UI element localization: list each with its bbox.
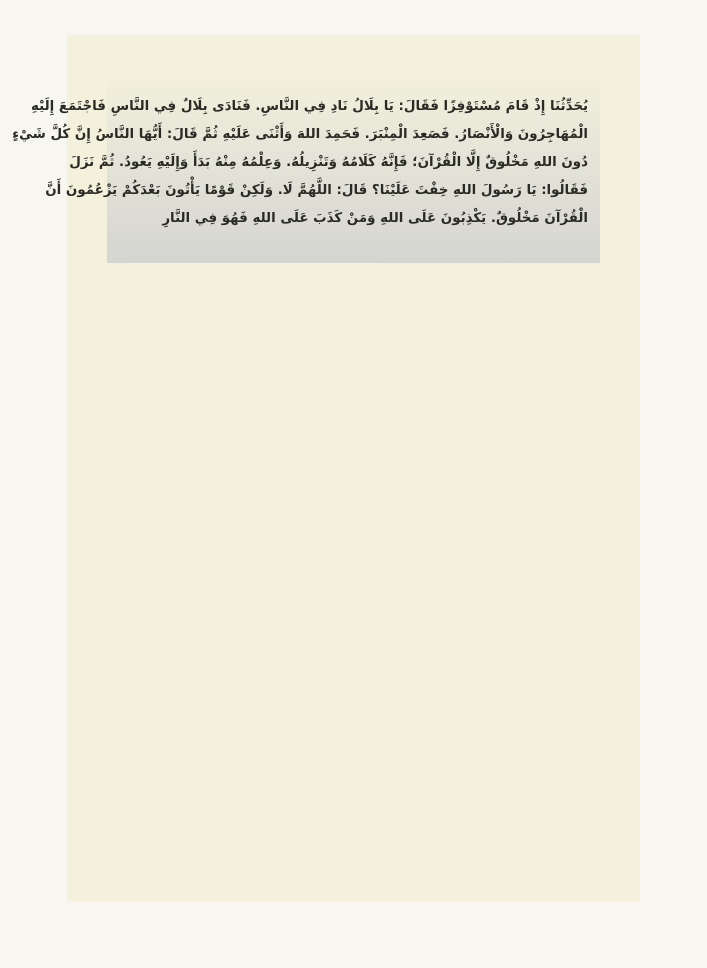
passage-line-3: دُونَ اللهِ مَخْلُوقٌ إِلَّا الْقُرْآنَ؛ فَإِنَّهُ كَلَامُهُ وَتَنْزِيلُهُ. وَعِلْمُهُ مِنْهُ بَدَأَ وَإِلَيْهِ يَعُودُ. ثُمَّ نَزَلَ [69, 155, 588, 170]
passage-line-4: فَقَالُوا: يَا رَسُولَ اللهِ خِفْتَ عَلَيْنَا؟ قَالَ: اللَّهُمَّ لَا. وَلَكِنْ قَوْمًا يَأْتُونَ بَعْدَكُمْ يَزْعُمُونَ أَنَّ [45, 183, 588, 198]
passage-line-2: الْمُهَاجِرُونَ وَالْأَنْصَارُ. فَصَعِدَ الْمِنْبَرَ. فَحَمِدَ اللهَ وَأَثْنَى عَلَيْهِ ثُمَّ قَالَ: أَيُّهَا النَّاسُ إِنَّ كُلَّ شَيْءٍ [12, 127, 588, 142]
passage-line-5: الْقُرْآنَ مَخْلُوقٌ. يَكْذِبُونَ عَلَى اللهِ وَمَنْ كَذَبَ عَلَى اللهِ فَهُوَ فِي النَّارِ [162, 211, 588, 226]
passage-line-1: يُحَدِّثُنَا إِذْ قَامَ مُسْتَوْفِزًا فَقَالَ: يَا بِلَالُ نَادِ فِي النَّاسِ. فَنَادَى بِلَالٌ فِي النَّاسِ فَاجْتَمَعَ إِلَيْهِ [31, 99, 588, 114]
hadith-passage-box [12, 73, 600, 263]
document-page [12, 35, 640, 901]
